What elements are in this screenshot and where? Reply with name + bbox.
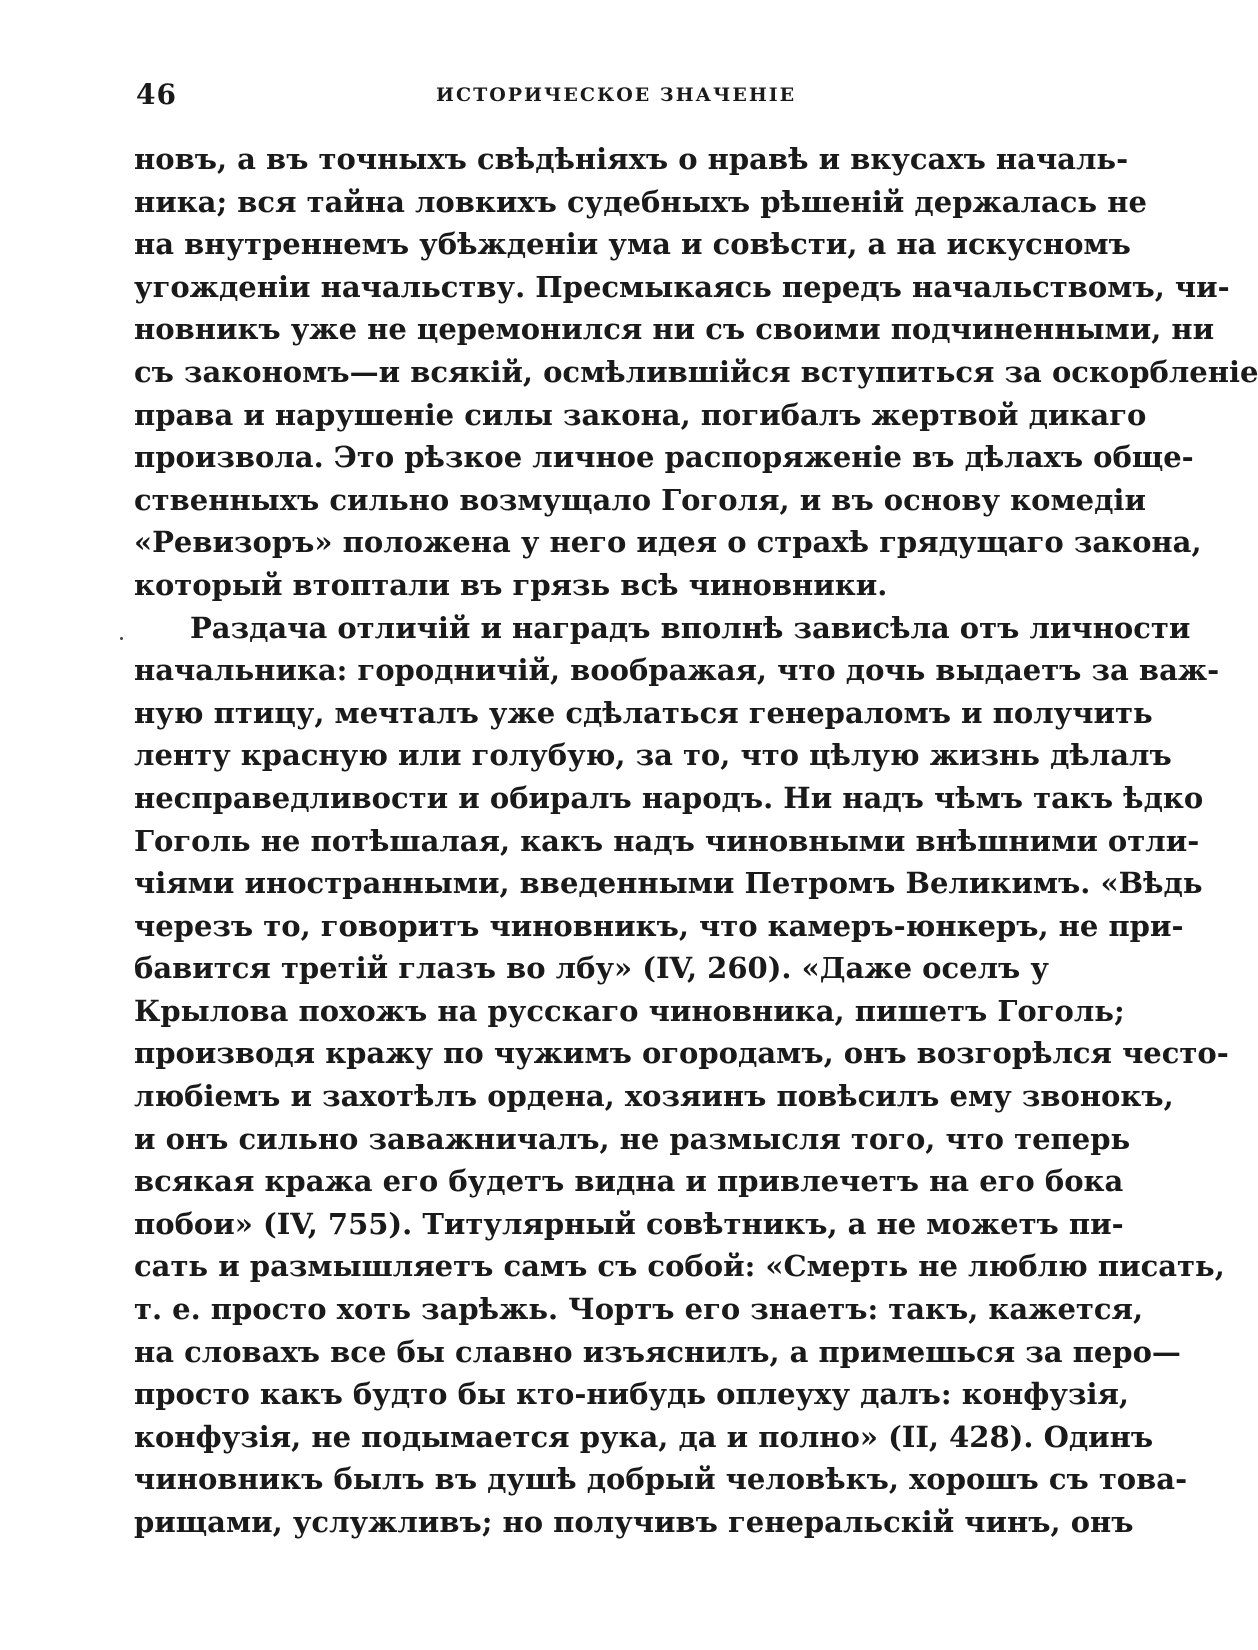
text-line: начальника: городничій, воображая, что дочь выдаетъ за важ- [134, 653, 1220, 688]
text-line: новникъ уже не церемонился ни съ своими подчиненными, ни [134, 312, 1215, 347]
text-line: просто какъ будто бы кто-нибудь оплеуху далъ: конфузія, [134, 1377, 1129, 1412]
text-line: рищами, услужливъ; но получивъ генеральскій чинъ, онъ [134, 1505, 1134, 1539]
paragraph-end-line: который втоптали въ грязь всѣ чиновники. [134, 567, 888, 602]
text-line: Гоголь не потѣшалая, какъ надъ чиновными внѣшними отли- [134, 823, 1200, 858]
text-line: «Ревизоръ» положена у него идея о страхѣ грядущаго закона, [134, 525, 1202, 560]
text-line: побои» (IV, 755). Титулярный совѣтникъ, а не можетъ пи- [134, 1206, 1124, 1241]
text-line: несправедливости и обиралъ народъ. Ни надъ чѣмъ такъ ѣдко [134, 780, 1204, 815]
text-line: производя кражу по чужимъ огородамъ, онъ возгорѣлся често- [134, 1036, 1229, 1071]
text-line: чіями иностранными, введенными Петромъ Великимъ. «Вѣдь [134, 866, 1203, 901]
running-head: ИСТОРИЧЕСКОЕ ЗНАЧЕНІЕ [436, 84, 797, 106]
page-header [136, 78, 1020, 118]
body-text [134, 138, 1258, 1544]
text-line: т. е. просто хоть зарѣжь. Чортъ его знаетъ: такъ, кажется, [134, 1292, 1144, 1327]
text-line: съ закономъ—и всякій, осмѣлившійся вступиться за оскорбленіе [134, 354, 1258, 389]
text-line: на внутреннемъ убѣжденіи ума и совѣсти, а на искусномъ [134, 227, 1131, 262]
text-line: ника; вся тайна ловкихъ судебныхъ рѣшеній держалась не [134, 184, 1147, 219]
text-line: сать и размышляетъ самъ съ собой: «Смерть не люблю писать, [134, 1249, 1225, 1284]
text-line: произвола. Это рѣзкое личное распоряженіе въ дѣлахъ обще- [134, 440, 1194, 475]
text-line: конфузія, не подымается рука, да и полно» (II, 428). Одинъ [134, 1419, 1154, 1454]
text-line: Крылова похожъ на русскаго чиновника, пишетъ Гоголь; [134, 993, 1125, 1028]
text-line: и онъ сильно заважничалъ, не размысля того, что теперь [134, 1121, 1131, 1156]
paragraph-start-line: Раздача отличій и наградъ вполнѣ зависѣла отъ личности [190, 610, 1191, 645]
text-line: бавится третій глазъ во лбу» (IV, 260). «Даже оселъ у [134, 951, 1049, 986]
text-line: угожденіи начальству. Пресмыкаясь передъ начальствомъ, чи- [134, 269, 1230, 304]
text-line: новъ, а въ точныхъ свѣдѣніяхъ о нравѣ и вкусахъ началь- [134, 142, 1129, 176]
text-line: ленту красную или голубую, за то, что цѣлую жизнь дѣлалъ [134, 738, 1172, 773]
text-line: чиновникъ былъ въ душѣ добрый человѣкъ, хорошъ съ това- [134, 1462, 1188, 1497]
text-line: любіемъ и захотѣлъ ордена, хозяинъ повѣсилъ ему звонокъ, [134, 1079, 1174, 1114]
text-line: права и нарушеніе силы закона, погибалъ жертвой дикаго [134, 397, 1147, 432]
text-line: ственныхъ сильно возмущало Гоголя, и въ основу комедіи [134, 482, 1146, 517]
text-line: ную птицу, мечталъ уже сдѣлаться генераломъ и получить [134, 695, 1153, 730]
margin-mark [120, 637, 123, 640]
text-line: черезъ то, говоритъ чиновникъ, что камеръ-юнкеръ, не при- [134, 908, 1184, 943]
text-line: на словахъ все бы славно изъяснилъ, а примешься за перо— [134, 1334, 1181, 1369]
page-number: 46 [136, 78, 177, 111]
text-line: всякая кража его будетъ видна и привлечетъ на его бока [134, 1164, 1124, 1199]
